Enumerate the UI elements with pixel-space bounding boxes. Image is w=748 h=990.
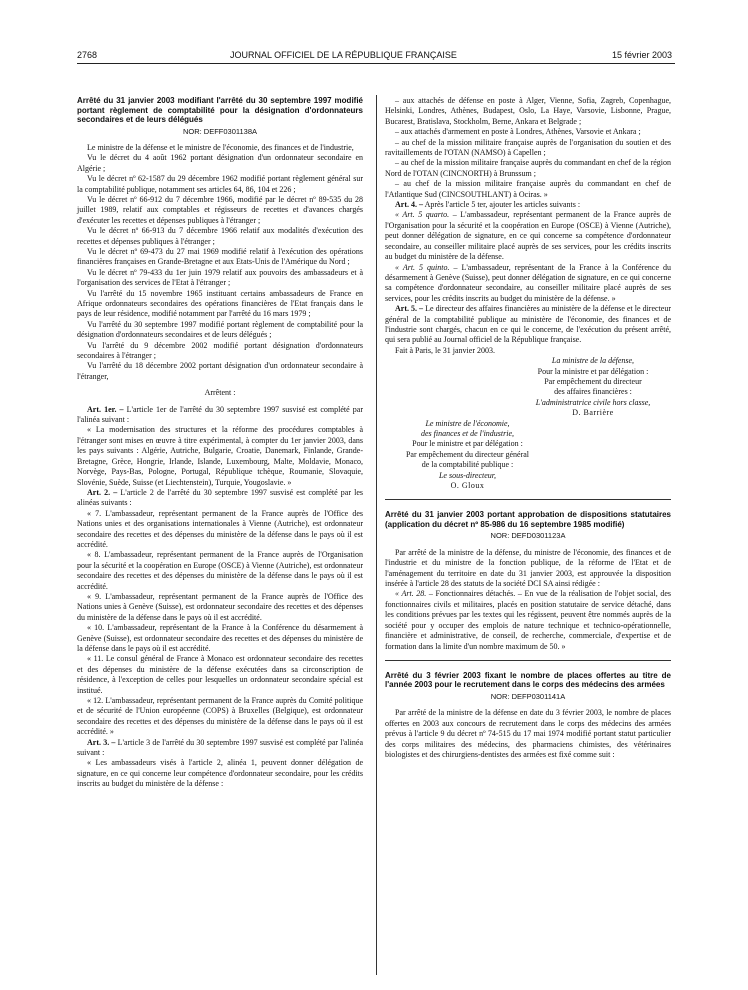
section-separator <box>385 660 671 661</box>
decree-title: Arrêté du 31 janvier 2003 modifiant l'arrêté du 30 septembre 1997 modifié portant règlement de comptabilité pour la désignation d'ordonnateurs secondaires et de leurs délégués <box>77 96 363 124</box>
signatory-line: de la comptabilité publique : <box>421 460 514 470</box>
delegation-item: – aux attachés de défense en poste à Alger, Vienne, Sofia, Zagreb, Copenhague, Helsinki, Londres, Athènes, Budapest, Oslo, La Haye, Varsovie, Lisbonne, Prague, Bucarest, Bratislava, Stockholm, Berne, Ankara et Belgrade ; <box>385 96 671 126</box>
article-3 <box>77 738 363 759</box>
visa: Vu le décret nº 69-473 du 27 mai 1969 modifié relatif à l'exécution des opérations financières françaises en Grande-Bretagne et aux Etats-Unis de l'Amérique du Nord ; <box>77 246 363 267</box>
article-5-quarto <box>385 210 671 262</box>
article-quote: « La modernisation des structures et la réforme des procédures comptables à l'étranger sont mises en œuvre à titre expérimental, à compter du 1er janvier 2003, dans les pays suivants : Algérie, Autriche, Bulgarie, Croatie, Danemark, Finlande, Grande-Bretagne, Grèce, Hongrie, Irlande, Islande, Luxembourg, Malte, Moldavie, Monaco, Norvège, Pays-Bas, Pologne, Portugal, République tchèque, Roumanie, Slovaquie, Slovénie, Suède, Suisse (et Liechtenstein), Turquie, Yougoslavie. » <box>77 425 363 487</box>
signature-place-date: Fait à Paris, le 31 janvier 2003. <box>395 345 495 355</box>
paragraph-8: « 8. L'ambassadeur, représentant permanent de la France auprès de l'Organisation pour la sécurité et la coopération en Europe (OSCE) à Vienne (Autriche), est ordonnateur secondaire des recettes et des dépenses du ministère de la défense dans le pays où il est accrédité. <box>77 550 363 591</box>
article-label: « Art. 28. – <box>395 589 433 599</box>
article-1 <box>77 405 363 426</box>
paragraph-7: « 7. L'ambassadeur, représentant permanent de la France auprès de l'Office des Nations unies et des organisations internationales à Vienne (Autriche), est ordonnateur secondaire des recettes et des dépenses du ministère de la défense dans le pays où il est accrédité. <box>77 508 363 549</box>
column-divider <box>376 95 377 975</box>
article-text: L'ambassadeur, représentant permanent de la France auprès de l'Organisation pour la sécurité et la coopération en Europe (OSCE) à Vienne (Autriche), peut donner délégation de signature, en ce qui concerne sa compétence d'ordonnateur secondaire, au conseiller militaire placé auprès de ses services, pour les crédits inscrits au budget du ministère de la défense. <box>385 210 672 262</box>
delegation-item: – au chef de la mission militaire française auprès du commandant en chef de la région Nord de l'OTAN (CINCNORTH) à Brunssum ; <box>385 158 671 178</box>
article-text: L'ambassadeur, représentant de la France à la Conférence du désarmement à Genève (Suisse), peut donner délégation de signature, en ce qui concerne sa compétence d'ordonnateur secondaire, au conseiller militaire placé auprès de ses services, pour les crédits inscrits au budget du ministère de la défense. » <box>385 262 671 303</box>
signature-block-economie <box>385 419 550 492</box>
nor-reference: NOR: DEFD0301123A <box>490 531 566 541</box>
signatory-line: L'administratrice civile hors classe, <box>535 397 651 407</box>
signatory-name: O. Gloux <box>450 481 485 491</box>
article-5 <box>385 304 671 346</box>
delegation-item: – au chef de la mission militaire française auprès du commandant en chef de l'Atlantique Sud (CINCSOUTHLANT) à Ociras. » <box>385 179 671 199</box>
signature-block-defense <box>515 356 671 418</box>
article-5-quinto <box>385 263 671 305</box>
article-text: Fonctionnaires détachés. – En vue de la réalisation de l'objet social, des fonctionnaires civils et militaires, placés en position statutaire de service détaché, dans les conditions prévues par les textes qui les régissent, peuvent être nommés auprès de la société pour y occuper des emplois de nature technique et technico-opérationnelle, financière et administrative, de conseil, de recherche, commerciale, d'expertise et de formation dans la limite d'un nombre maximum de 50. » <box>385 589 672 651</box>
decree-body: Par arrêté de la ministre de la défense en date du 3 février 2003, le nombre de places offertes en 2003 aux concours de recrutement dans le corps des médecins des armées prévus à l'article 9 du décret nº 74-515 du 17 mai 1974 modifié portant statut particulier des corps militaires des médecins, des pharmaciens chimistes, des vétérinaires biologistes et des chirurgiens-dentistes des armées est fixé comme suit : <box>385 708 671 759</box>
delegation-item: – aux attachés d'armement en poste à Londres, Athènes, Varsovie et Ankara ; <box>395 127 641 137</box>
paragraph-10: « 10. L'ambassadeur, représentant de la France à la Conférence du désarmement à Genève (Suisse), est ordonnateur secondaire des recettes et des dépenses du ministère de la défense dans le pays où il est accrédité. <box>77 623 363 653</box>
article-28 <box>385 589 671 651</box>
signatory-line: Par empêchement du directeur général <box>405 449 530 459</box>
page-header <box>0 50 748 64</box>
decree-body: Par arrêté de la ministre de la défense, du ministre de l'économie, des finances et de l'industrie et du ministre de la fonction publique, de la réforme de l'Etat et de l'aménagement du territoire en date du 31 janvier 2003, est approuvée la disposition insérée à l'article 28 des statuts de la société DCI SA ainsi rédigée : <box>385 547 671 589</box>
article-label: Art. 5. – <box>395 304 424 314</box>
signatory-title: La ministre de la défense, <box>551 356 635 366</box>
arretent-heading: Arrêtent : <box>204 388 236 398</box>
visa: Vu le décret nº 62-1587 du 29 décembre 1962 modifié portant règlement général sur la comptabilité publique, notamment ses articles 64, 86, 104 et 226 ; <box>77 174 363 194</box>
article-label: Art. 1er. – <box>87 404 124 414</box>
visa: Vu l'arrêté du 15 novembre 1965 instituant certains ambassadeurs de France en Afrique ordonnateurs secondaires des opérations financières de l'Etat français dans le pays de leur résidence, modifié notamment par l'arrêté du 16 mars 1979 ; <box>77 288 363 319</box>
page-number: 2768 <box>77 50 98 60</box>
signatory-line: Le sous-directeur, <box>438 470 497 480</box>
nor-reference: NOR: DEFP0301141A <box>490 691 566 701</box>
article-4 <box>385 200 671 210</box>
visa: Vu l'arrêté du 30 septembre 1997 modifié portant règlement de comptabilité pour la désignation d'ordonnateurs secondaires et de leurs délégués ; <box>77 319 363 340</box>
article-label: Art. 2. – <box>87 487 118 497</box>
delegation-item: – au chef de la mission militaire française auprès de l'organisation du soutien et des ravitaillements de l'OTAN (NAMSO) à Capellen ; <box>385 137 671 158</box>
issue-date: 15 février 2003 <box>612 50 673 60</box>
visa: Vu le décret du 4 août 1962 portant désignation d'un ordonnateur secondaire en Algérie ; <box>77 153 363 173</box>
decree-title: Arrêté du 3 février 2003 fixant le nombre de places offertes au titre de l'année 2003 pour le recrutement dans le corps des médecins des armées <box>385 670 671 690</box>
visa: Vu l'arrêté du 18 décembre 2002 portant désignation d'un ordonnateur secondaire à l'étranger, <box>77 361 363 381</box>
paragraph-9: « 9. L'ambassadeur, représentant permanent de la France auprès de l'Office des Nations unies à Genève (Suisse), est ordonnateur secondaire des recettes et des dépenses du ministère de la défense dans le pays où il est accrédité. <box>77 591 363 622</box>
article-label: « Art. 5 quarto. – <box>395 210 457 220</box>
nor-reference: NOR: DEFF0301138A <box>182 126 258 136</box>
article-text: Le directeur des affaires financières au ministère de la défense et le directeur général de la comptabilité publique au ministère de l'économie, des finances et de l'industrie sont chargés, chacun en ce qui le concerne, de l'exécution du présent arrêté, qui sera publié au Journal officiel de la République française. <box>385 304 672 345</box>
visa: Vu l'arrêté du 9 décembre 2002 modifié portant désignation d'ordonnateurs secondaires à l'étranger ; <box>77 340 363 361</box>
paragraph-11: « 11. Le consul général de France à Monaco est ordonnateur secondaire des recettes et des dépenses du ministère de la défense exécutées dans sa circonscription de résidence, à l'exception de celles pour lesquelles un ordonnateur secondaire spécial est institué. <box>77 654 363 695</box>
signatory-line: Par empêchement du directeur <box>544 376 642 386</box>
decree-title: Arrêté du 31 janvier 2003 portant approbation de dispositions statutaires (application du décret nº 85-986 du 16 septembre 1985 modifié) <box>385 510 671 529</box>
header-rule <box>77 63 675 64</box>
right-column <box>385 96 671 760</box>
article-label: Art. 3. – <box>87 737 116 747</box>
visa: Vu le décret nº 79-433 du 1er juin 1979 relatif aux pouvoirs des ambassadeurs et à l'organisation des services de l'Etat à l'étranger ; <box>77 267 363 288</box>
preamble: Le ministre de la défense et le ministre de l'économie, des finances et de l'industrie, <box>87 142 354 152</box>
signatory-line: Pour la ministre et par délégation : <box>537 366 649 376</box>
signatory-title: Le ministre de l'économie, <box>425 418 510 428</box>
article-text: L'article 2 de l'arrêté du 30 septembre 1997 susvisé est complété par les alinéas suivants : <box>77 487 364 508</box>
article-text: L'article 3 de l'arrêté du 30 septembre 1997 susvisé est complété par l'alinéa suivant : <box>77 737 364 758</box>
signatory-line: Pour le ministre et par délégation : <box>412 439 523 449</box>
signatory-line: des affaires financières : <box>554 387 632 397</box>
paragraph-12: « 12. L'ambassadeur, représentant permanent de la France auprès du Comité politique et de sécurité de l'Union européenne (COPS) à Bruxelles (Belgique), est ordonnateur secondaire des recettes et des dépenses du ministère de la défense dans le pays où il est accrédité. » <box>77 696 363 737</box>
article-label: Art. 4. – <box>395 200 423 210</box>
signatory-name: D. Barrière <box>572 408 614 418</box>
article-text: Après l'article 5 ter, ajouter les articles suivants : <box>424 200 581 210</box>
signatory-title: des finances et de l'industrie, <box>420 429 515 438</box>
article-text: L'article 1er de l'arrêté du 30 septembre 1997 susvisé est complété par l'alinéa suivant : <box>77 404 364 425</box>
visa: Vu le décret nº 66-912 du 7 décembre 1966, modifié par le décret nº 89-535 du 28 juillet 1989, relatif aux comptables et régisseurs de recettes et d'avances chargés d'exécuter les recettes et dépenses publiques à l'étranger ; <box>77 194 363 225</box>
journal-title: JOURNAL OFFICIEL DE LA RÉPUBLIQUE FRANÇAISE <box>230 50 457 60</box>
article-label: « Art. 5 quinto. – <box>395 262 458 272</box>
article-quote: « Les ambassadeurs visés à l'article 2, alinéa 1, peuvent donner délégation de signature, en ce qui concerne leur compétence d'ordonnateur secondaire, pour les crédits inscrits au budget du ministère de la défense : <box>77 758 363 789</box>
left-column <box>77 96 363 790</box>
article-2 <box>77 488 363 509</box>
visa: Vu le décret nº 66-913 du 7 décembre 1966 relatif aux modalités d'exécution des recettes et dépenses publiques à l'étranger ; <box>77 226 363 246</box>
section-separator <box>385 499 671 500</box>
